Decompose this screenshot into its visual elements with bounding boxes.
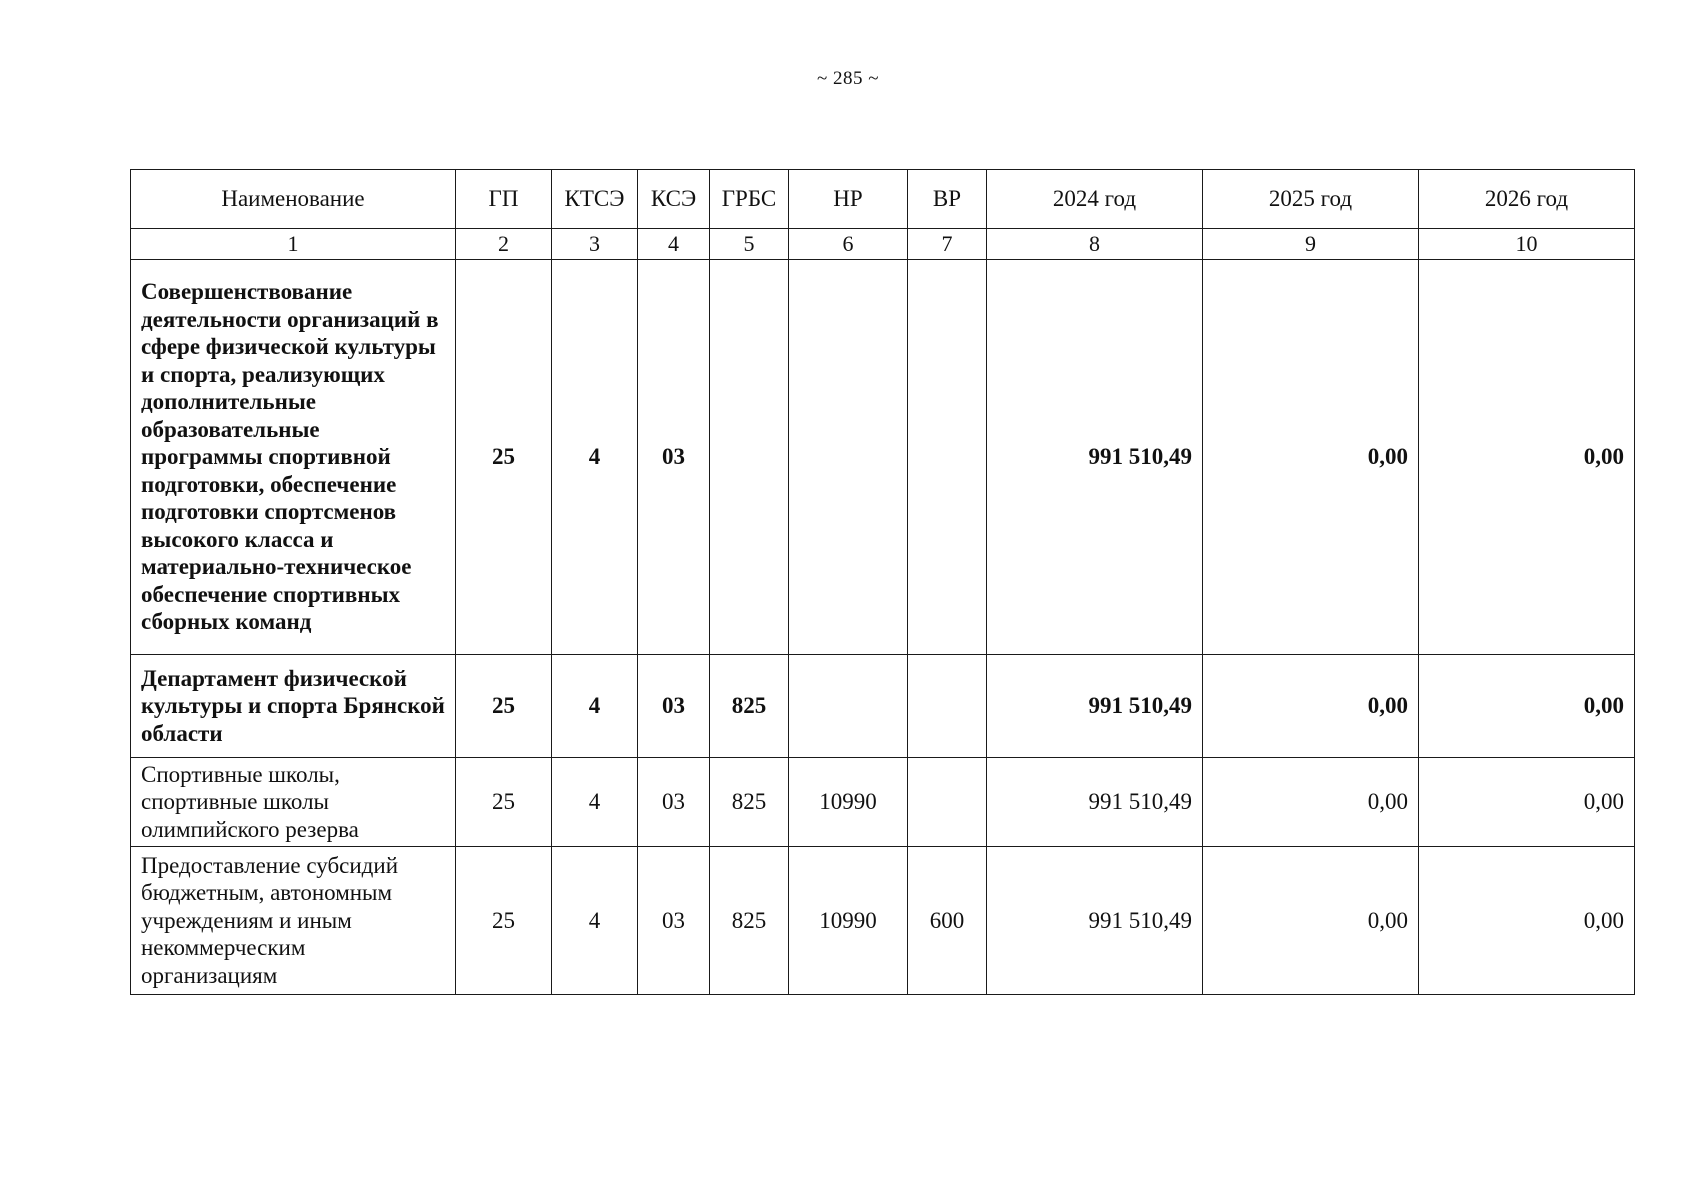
column-number: 5 xyxy=(710,229,789,260)
column-number: 1 xyxy=(131,229,456,260)
header-vr: ВР xyxy=(908,170,987,229)
cell-nr xyxy=(789,655,908,758)
cell-nr: 10990 xyxy=(789,758,908,847)
cell-vr: 600 xyxy=(908,847,987,995)
cell-vr xyxy=(908,758,987,847)
cell-2024: 991 510,49 xyxy=(987,758,1203,847)
header-ktse: КТСЭ xyxy=(552,170,638,229)
header-2025: 2025 год xyxy=(1203,170,1419,229)
cell-grbs: 825 xyxy=(710,847,789,995)
cell-2026: 0,00 xyxy=(1419,847,1635,995)
cell-gp: 25 xyxy=(456,758,552,847)
header-kse: КСЭ xyxy=(638,170,710,229)
header-name: Наименование xyxy=(131,170,456,229)
cell-nr: 10990 xyxy=(789,847,908,995)
cell-grbs xyxy=(710,260,789,655)
row-name: Департамент физической культуры и спорта Брянской области xyxy=(131,655,456,758)
column-number-row xyxy=(131,229,1635,260)
cell-2024: 991 510,49 xyxy=(987,847,1203,995)
cell-2026: 0,00 xyxy=(1419,260,1635,655)
page-number: ~ 285 ~ xyxy=(816,68,880,89)
cell-2025: 0,00 xyxy=(1203,260,1419,655)
column-number: 7 xyxy=(908,229,987,260)
header-nr: НР xyxy=(789,170,908,229)
header-2026: 2026 год xyxy=(1419,170,1635,229)
cell-vr xyxy=(908,260,987,655)
cell-2026: 0,00 xyxy=(1419,758,1635,847)
header-gp: ГП xyxy=(456,170,552,229)
cell-kse: 03 xyxy=(638,260,710,655)
cell-2025: 0,00 xyxy=(1203,758,1419,847)
cell-ktse: 4 xyxy=(552,655,638,758)
column-number: 9 xyxy=(1203,229,1419,260)
cell-2025: 0,00 xyxy=(1203,655,1419,758)
cell-gp: 25 xyxy=(456,260,552,655)
table-row-subsidies xyxy=(131,847,1635,995)
cell-2025: 0,00 xyxy=(1203,847,1419,995)
column-number: 4 xyxy=(638,229,710,260)
table-row-program xyxy=(131,260,1635,655)
header-2024: 2024 год xyxy=(987,170,1203,229)
cell-grbs: 825 xyxy=(710,655,789,758)
cell-2024: 991 510,49 xyxy=(987,655,1203,758)
cell-2024: 991 510,49 xyxy=(987,260,1203,655)
column-number: 6 xyxy=(789,229,908,260)
cell-vr xyxy=(908,655,987,758)
cell-ktse: 4 xyxy=(552,260,638,655)
header-row xyxy=(131,170,1635,229)
cell-ktse: 4 xyxy=(552,847,638,995)
cell-gp: 25 xyxy=(456,655,552,758)
row-name: Совершенствование деятельности организаций в сфере физической культуры и спорта, реализующих дополнительные образовательные программы спортивной подготовки, обеспечение подготовки спортсменов высокого класса и материально-техническое обеспечение спортивных сборных команд xyxy=(131,260,456,655)
cell-nr xyxy=(789,260,908,655)
header-grbs: ГРБС xyxy=(710,170,789,229)
cell-2026: 0,00 xyxy=(1419,655,1635,758)
column-number: 8 xyxy=(987,229,1203,260)
cell-kse: 03 xyxy=(638,847,710,995)
cell-kse: 03 xyxy=(638,758,710,847)
cell-kse: 03 xyxy=(638,655,710,758)
row-name: Предоставление субсидий бюджетным, автономным учреждениям и иным некоммерческим организациям xyxy=(131,847,456,995)
cell-ktse: 4 xyxy=(552,758,638,847)
table-row-schools xyxy=(131,758,1635,847)
row-name: Спортивные школы, спортивные школы олимпийского резерва xyxy=(131,758,456,847)
table-row-department xyxy=(131,655,1635,758)
budget-table xyxy=(130,169,1635,995)
column-number: 2 xyxy=(456,229,552,260)
column-number: 3 xyxy=(552,229,638,260)
cell-gp: 25 xyxy=(456,847,552,995)
column-number: 10 xyxy=(1419,229,1635,260)
cell-grbs: 825 xyxy=(710,758,789,847)
